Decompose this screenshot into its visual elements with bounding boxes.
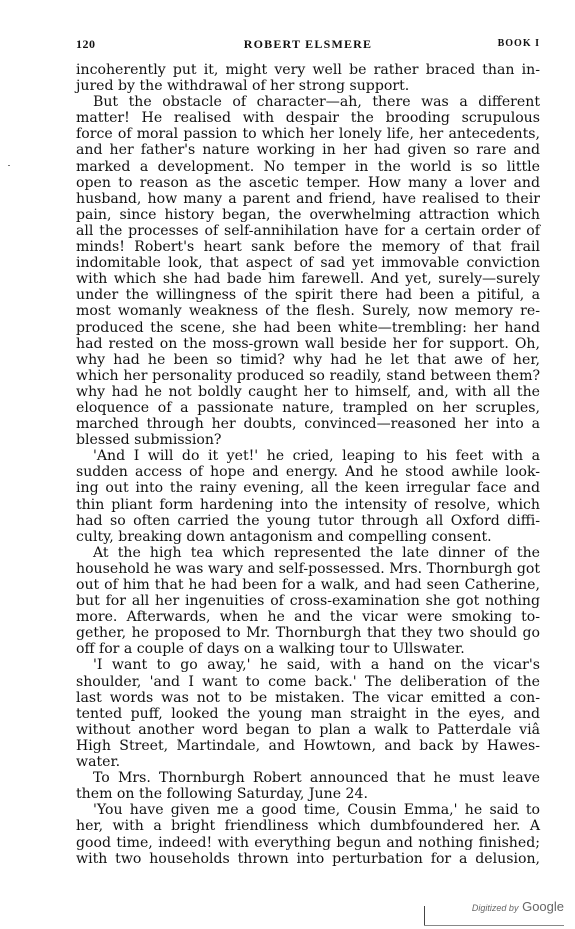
text-line: and her father's nature working in her had given so rare and [76, 142, 540, 159]
page-number: 120 [76, 37, 96, 51]
text-line: with two households thrown into perturbation for a delusion, [76, 850, 540, 867]
text-line: husband, how many a parent and friend, have realised to their [76, 190, 540, 207]
running-title: ROBERT ELSMERE [243, 37, 373, 51]
text-line: indomitable look, that aspect of sad yet immovable conviction [76, 255, 540, 272]
text-line: but for all her ingenuities of cross-examination she got nothing [76, 593, 540, 610]
paragraph-start-line: 'You have given me a good time, Cousin Emma,' he said to [93, 802, 540, 819]
digitized-watermark [472, 899, 564, 914]
text-line: sudden access of hope and energy. And he stood awhile look- [76, 464, 540, 481]
text-line: eloquence of a passionate nature, trampled on her scruples, [76, 399, 540, 416]
scan-edge-mark [424, 906, 425, 926]
text-line: without another word began to plan a walk to Patterdale viâ [76, 721, 540, 738]
scan-edge-line [424, 925, 564, 926]
paragraph-start-line: But the obstacle of character—ah, there was a different [93, 94, 540, 111]
text-line: most womanly weakness of the flesh. Surely, now memory re- [76, 303, 540, 320]
text-line: minds! Robert's heart sank before the memory of that frail [76, 239, 540, 256]
text-line: open to reason as the ascetic temper. How many a lover and [76, 174, 540, 191]
paragraph-start-line: To Mrs. Thornburgh Robert announced that he must leave [93, 770, 540, 787]
text-line: with which she had bade him farewell. And yet, surely—surely [76, 271, 540, 288]
google-logo-text: Google [522, 899, 564, 914]
paragraph-start-line: At the high tea which represented the late dinner of the [93, 544, 540, 561]
text-line: all the processes of self-annihilation have for a certain order of [76, 222, 540, 239]
text-line: had rested on the moss-grown wall beside her for support. Oh, [76, 335, 540, 352]
text-line: them on the following Saturday, June 24. [76, 786, 368, 803]
text-line: thin pliant form hardening into the intensity of resolve, which [76, 496, 540, 513]
text-line: had so often carried the young tutor through all Oxford diffi- [76, 512, 540, 529]
text-line: ing out into the rainy evening, all the keen irregular face and [76, 480, 540, 497]
text-line: marked a development. No temper in the world is so little [76, 158, 540, 175]
text-line: gether, he proposed to Mr. Thornburgh that they two should go [76, 625, 540, 642]
running-header [76, 34, 540, 52]
text-line: blessed submission? [76, 432, 222, 449]
text-line: why had he not boldly caught her to himself, and, with all the [76, 383, 540, 400]
text-line: under the willingness of the spirit there had been a pitiful, a [76, 287, 540, 304]
text-line: produced the scene, she had been white—trembling: her hand [76, 319, 540, 336]
text-line: off for a couple of days on a walking tour to Ullswater. [76, 641, 465, 658]
text-line: incoherently put it, might very well be rather braced than in- [76, 62, 540, 78]
text-line: household he was wary and self-possessed. Mrs. Thornburgh got [76, 560, 540, 577]
text-line: which her personality produced so readily, stand between them? [76, 367, 540, 384]
text-line: High Street, Martindale, and Howtown, and back by Hawes- [76, 737, 540, 754]
text-line: shoulder, 'and I want to come back.' The deliberation of the [76, 673, 540, 690]
text-line: tented puff, looked the young man straight in the eyes, and [76, 705, 540, 722]
text-line: more. Afterwards, when he and the vicar were smoking to- [76, 609, 540, 626]
text-line: jured by the withdrawal of her strong support. [76, 78, 410, 95]
text-line: pain, since history began, the overwhelming attraction which [76, 206, 540, 223]
paragraph-start-line: 'I want to go away,' he said, with a hand on the vicar's [93, 657, 540, 674]
page-body-text [76, 62, 540, 867]
text-line: why had he been so timid? why had he let that awe of her, [76, 351, 540, 368]
text-line: out of him that he had been for a walk, and had seen Catherine, [76, 577, 540, 593]
text-line: culty, breaking down antagonism and compelling consent. [76, 528, 492, 545]
paragraph-start-line: 'And I will do it yet!' he cried, leaping to his feet with a [93, 448, 540, 465]
text-line: marched through her doubts, convinced—reasoned her into a [76, 416, 540, 433]
text-line: force of moral passion to which her lonely life, her antecedents, [76, 126, 540, 143]
text-line: last words was not to be mistaken. The vicar emitted a con- [76, 689, 540, 706]
text-line: her, with a bright friendliness which dumbfoundered her. A [76, 818, 540, 835]
text-line: good time, indeed! with everything begun and nothing finished; [76, 834, 540, 851]
digitized-prefix: Digitized by [471, 903, 519, 913]
text-line: water. [76, 754, 121, 771]
book-label: BOOK I [497, 38, 540, 49]
text-line: matter! He realised with despair the brooding scrupulous [76, 110, 540, 127]
scan-speck [8, 165, 10, 166]
